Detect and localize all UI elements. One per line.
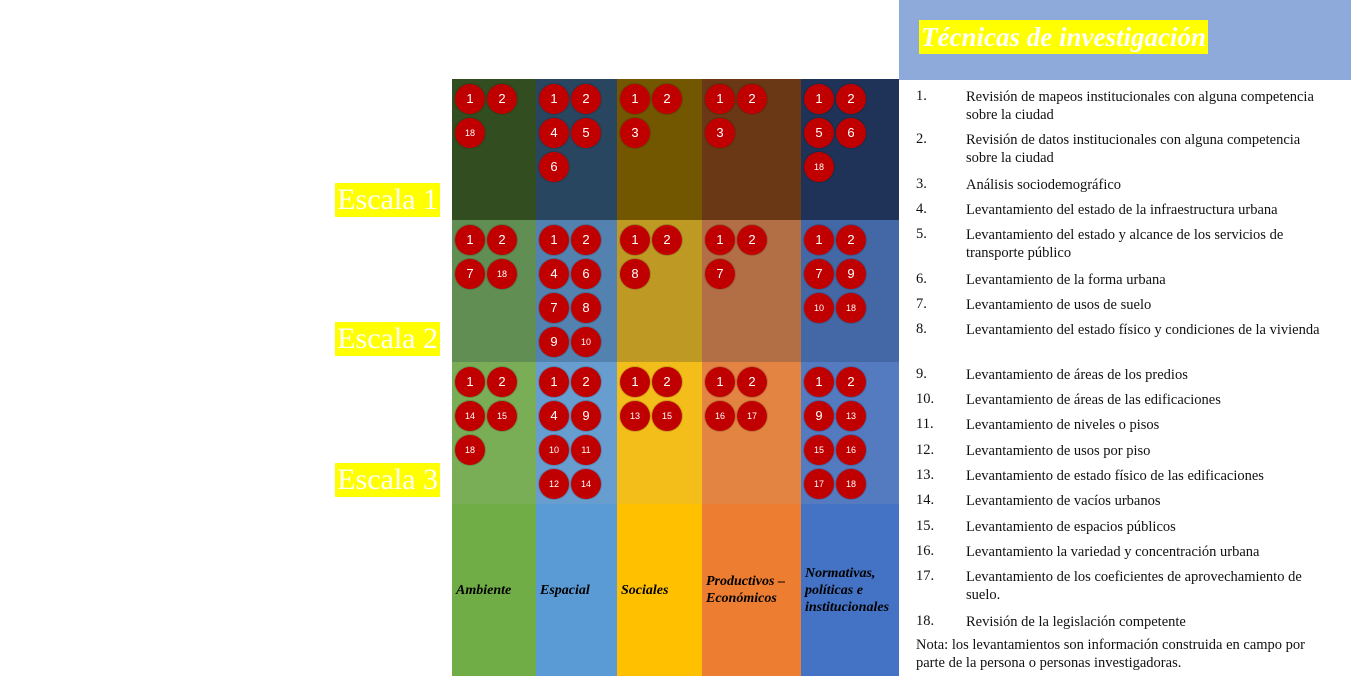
technique-marker: 18	[836, 293, 866, 323]
category-label-1: Ambiente	[452, 504, 536, 676]
technique-text: Levantamiento de usos de suelo	[966, 297, 1152, 313]
technique-marker: 2	[737, 84, 767, 114]
technique-text: Levantamiento de espacios públicos	[966, 519, 1176, 535]
matrix-cell-2-5	[801, 220, 899, 362]
matrix-cell-3-2	[536, 362, 617, 504]
category-label-4: Productivos – Económicos	[702, 504, 801, 676]
technique-marker: 17	[737, 401, 767, 431]
technique-marker: 2	[571, 225, 601, 255]
technique-marker: 2	[571, 367, 601, 397]
technique-text: Levantamiento de niveles o pisos	[966, 417, 1160, 433]
technique-marker: 2	[652, 225, 682, 255]
technique-marker: 16	[705, 401, 735, 431]
matrix-cell-2-4	[702, 220, 801, 362]
technique-marker: 1	[455, 84, 485, 114]
technique-marker: 2	[652, 367, 682, 397]
matrix-cell-2-1	[452, 220, 536, 362]
scale-badge-3: Escala 3	[337, 463, 438, 496]
technique-marker: 1	[705, 84, 735, 114]
technique-marker: 15	[652, 401, 682, 431]
scale-title-1: análisis macro de la ciudad	[265, 102, 440, 171]
technique-text: Levantamiento de estado físico de las edificaciones	[966, 468, 1264, 484]
technique-number: 5.	[916, 226, 927, 242]
matrix-cell-1-2	[536, 79, 617, 220]
matrix-cell-3-3	[617, 362, 702, 504]
technique-text: Levantamiento de áreas de los predios	[966, 367, 1188, 383]
technique-marker: 18	[836, 469, 866, 499]
technique-marker: 5	[571, 118, 601, 148]
technique-marker: 13	[620, 401, 650, 431]
matrix-cell-3-1	[452, 362, 536, 504]
technique-number: 8.	[916, 321, 927, 337]
technique-marker: 1	[705, 367, 735, 397]
technique-number: 15.	[916, 518, 935, 534]
technique-marker: 2	[737, 225, 767, 255]
technique-marker: 1	[620, 225, 650, 255]
technique-text: Levantamiento de vacíos urbanos	[966, 493, 1161, 509]
technique-marker: 2	[571, 84, 601, 114]
technique-marker: 3	[705, 118, 735, 148]
technique-marker: 1	[620, 84, 650, 114]
technique-marker: 15	[804, 435, 834, 465]
matrix-cell-1-4	[702, 79, 801, 220]
technique-marker: 11	[571, 435, 601, 465]
technique-marker: 9	[539, 327, 569, 357]
technique-marker: 3	[620, 118, 650, 148]
matrix-cell-3-5	[801, 362, 899, 504]
technique-marker: 1	[539, 367, 569, 397]
technique-text: Levantamiento la variedad y concentración urbana	[966, 544, 1260, 560]
technique-marker: 9	[804, 401, 834, 431]
technique-marker: 2	[836, 367, 866, 397]
scale-title-2: análisis de la zona de estudio	[256, 241, 440, 310]
technique-text: Análisis sociodemográfico	[966, 177, 1122, 193]
technique-marker: 18	[487, 259, 517, 289]
technique-marker: 1	[455, 367, 485, 397]
technique-number: 16.	[916, 543, 935, 559]
technique-text: Levantamiento del estado y alcance de los servicios de transporte público	[966, 227, 1284, 261]
technique-number: 17.	[916, 568, 935, 584]
technique-number: 12.	[916, 442, 935, 458]
technique-marker: 7	[804, 259, 834, 289]
technique-marker: 1	[620, 367, 650, 397]
matrix-cell-1-1	[452, 79, 536, 220]
technique-marker: 2	[487, 367, 517, 397]
technique-text: Levantamiento del estado físico y condiciones de la vivienda	[966, 322, 1320, 338]
technique-marker: 2	[836, 225, 866, 255]
scale-badge-1: Escala 1	[337, 183, 438, 216]
technique-marker: 1	[804, 367, 834, 397]
technique-marker: 13	[836, 401, 866, 431]
scale-block-2	[71, 220, 452, 362]
matrix-cell-3-4	[702, 362, 801, 504]
technique-marker: 7	[539, 293, 569, 323]
technique-marker: 4	[539, 259, 569, 289]
technique-marker: 8	[620, 259, 650, 289]
scale-title-3: análisis focalizado	[317, 382, 440, 451]
technique-marker: 10	[804, 293, 834, 323]
panel-note: Nota: los levantamientos son información construida en campo por parte de la persona o personas investigadoras.	[916, 637, 1305, 671]
category-label-5: Normativas, políticas e institucionales	[801, 504, 899, 676]
technique-marker: 8	[571, 293, 601, 323]
technique-marker: 2	[487, 84, 517, 114]
technique-marker: 16	[836, 435, 866, 465]
scale-block-1	[0, 79, 452, 220]
technique-marker: 1	[539, 84, 569, 114]
technique-marker: 9	[571, 401, 601, 431]
technique-marker: 6	[571, 259, 601, 289]
technique-text: Revisión de la legislación competente	[966, 614, 1186, 630]
technique-marker: 14	[571, 469, 601, 499]
technique-marker: 17	[804, 469, 834, 499]
technique-marker: 2	[487, 225, 517, 255]
technique-marker: 18	[804, 152, 834, 182]
technique-marker: 2	[836, 84, 866, 114]
technique-marker: 7	[455, 259, 485, 289]
technique-marker: 6	[539, 152, 569, 182]
technique-number: 1.	[916, 88, 927, 104]
technique-number: 3.	[916, 176, 927, 192]
technique-number: 13.	[916, 467, 935, 483]
technique-number: 14.	[916, 492, 935, 508]
matrix-cell-1-3	[617, 79, 702, 220]
technique-marker: 6	[836, 118, 866, 148]
technique-text: Levantamiento del estado de la infraestructura urbana	[966, 202, 1278, 218]
technique-marker: 1	[455, 225, 485, 255]
technique-number: 7.	[916, 296, 927, 312]
technique-marker: 15	[487, 401, 517, 431]
technique-number: 18.	[916, 613, 935, 629]
technique-text: Levantamiento de áreas de las edificaciones	[966, 392, 1221, 408]
technique-text: Levantamiento de los coeficientes de aprovechamiento de suelo.	[966, 569, 1302, 603]
scale-block-3	[161, 362, 452, 504]
technique-number: 2.	[916, 131, 927, 147]
scale-badge-2: Escala 2	[337, 322, 438, 355]
technique-marker: 4	[539, 401, 569, 431]
technique-number: 9.	[916, 366, 927, 382]
technique-marker: 4	[539, 118, 569, 148]
matrix-cell-1-5	[801, 79, 899, 220]
technique-number: 11.	[916, 416, 934, 432]
technique-marker: 1	[539, 225, 569, 255]
technique-marker: 2	[652, 84, 682, 114]
technique-number: 6.	[916, 271, 927, 287]
technique-marker: 10	[571, 327, 601, 357]
technique-marker: 9	[836, 259, 866, 289]
technique-marker: 1	[804, 225, 834, 255]
technique-marker: 18	[455, 118, 485, 148]
technique-marker: 14	[455, 401, 485, 431]
technique-marker: 1	[804, 84, 834, 114]
technique-marker: 10	[539, 435, 569, 465]
technique-text: Levantamiento de la forma urbana	[966, 272, 1166, 288]
technique-text: Levantamiento de usos por piso	[966, 443, 1151, 459]
technique-marker: 5	[804, 118, 834, 148]
panel-title: Técnicas de investigación	[921, 22, 1206, 52]
technique-number: 10.	[916, 391, 935, 407]
category-label-2: Espacial	[536, 504, 617, 676]
technique-text: Revisión de mapeos institucionales con alguna competencia sobre la ciudad	[966, 89, 1314, 123]
category-label-3: Sociales	[617, 504, 702, 676]
technique-number: 4.	[916, 201, 927, 217]
matrix-cell-2-3	[617, 220, 702, 362]
technique-marker: 2	[737, 367, 767, 397]
matrix-cell-2-2	[536, 220, 617, 362]
technique-marker: 7	[705, 259, 735, 289]
technique-marker: 12	[539, 469, 569, 499]
technique-marker: 18	[455, 435, 485, 465]
technique-marker: 1	[705, 225, 735, 255]
technique-text: Revisión de datos institucionales con alguna competencia sobre la ciudad	[966, 132, 1301, 166]
